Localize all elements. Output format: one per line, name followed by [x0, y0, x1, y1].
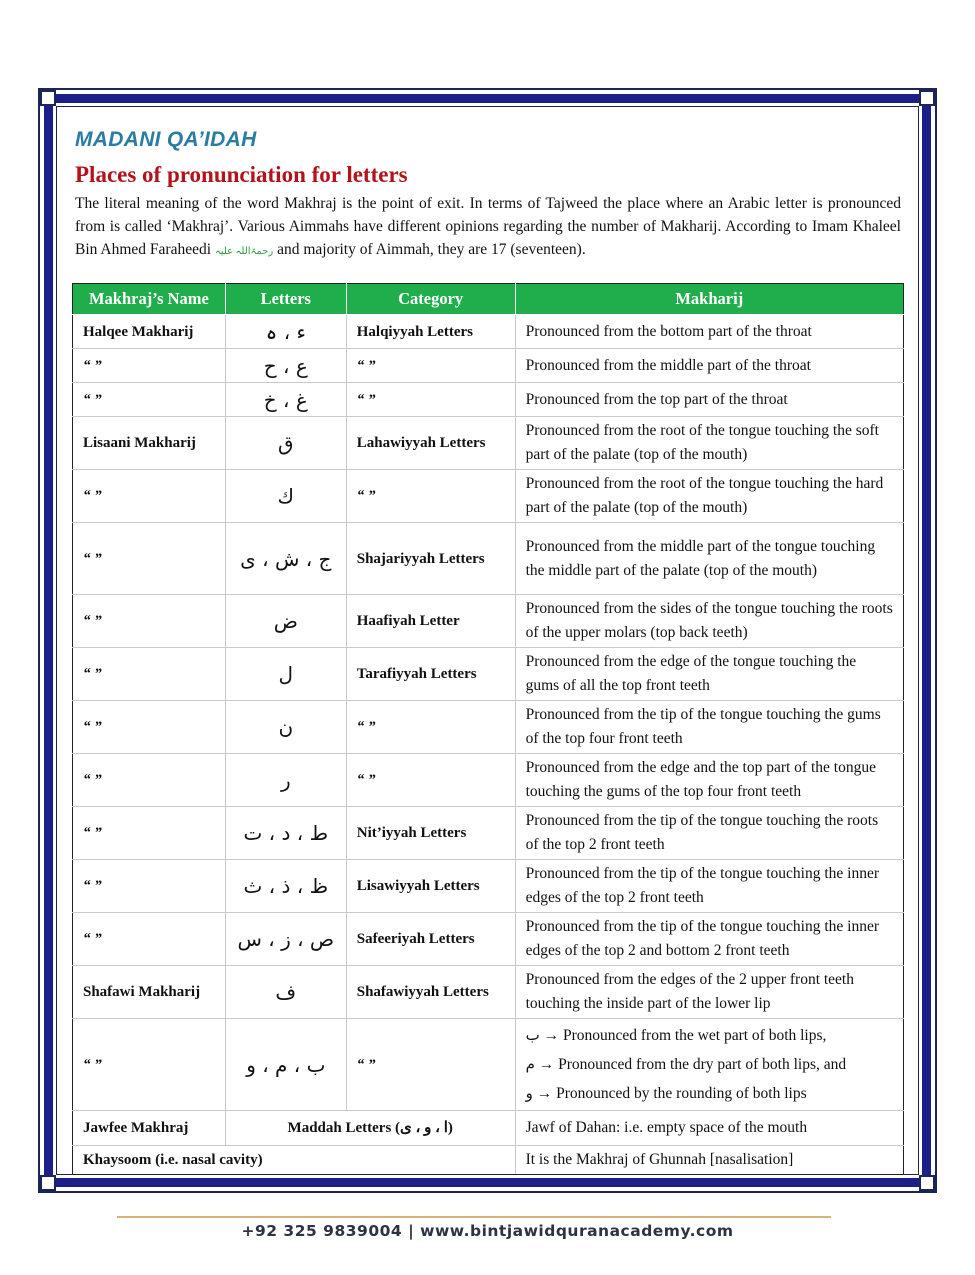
arabic-letter: ب [525, 1026, 540, 1044]
table-row [73, 315, 904, 349]
lip-line [526, 1050, 893, 1079]
table-row-khaysoom [73, 1146, 904, 1175]
arabic-letters: غ ، خ [225, 383, 346, 417]
makhraj-name: “ ” [73, 349, 226, 383]
arabic-letters: ع ، ح [225, 349, 346, 383]
lip-line-text: → Pronounced by the rounding of both lips [536, 1085, 807, 1102]
intro-text-end: and majority of Aimmah, they are 17 (seventeen). [277, 241, 586, 258]
makhraj-name: Khaysoom (i.e. nasal cavity) [73, 1146, 516, 1175]
arabic-letters: ج ، ش ، ی [225, 523, 346, 595]
makhraj-name: “ ” [73, 860, 226, 913]
arabic-letters: ل [225, 648, 346, 701]
table-body [73, 315, 904, 1175]
table-row [73, 523, 904, 595]
makhraj-name: “ ” [73, 807, 226, 860]
arabic-letters: ق [225, 417, 346, 470]
letter-category: Shajariyyah Letters [346, 523, 515, 595]
letter-category: “ ” [346, 1019, 515, 1111]
letter-category: Halqiyyah Letters [346, 315, 515, 349]
column-header-name: Makhraj’s Name [73, 284, 226, 315]
makharij-table [72, 283, 904, 1175]
letter-category: Nit’iyyah Letters [346, 807, 515, 860]
arabic-letters: ك [225, 470, 346, 523]
makhraj-description: Jawf of Dahan: i.e. empty space of the mouth [515, 1111, 903, 1146]
letter-category: Haafiyah Letter [346, 595, 515, 648]
table-row [73, 383, 904, 417]
table-row [73, 913, 904, 966]
border-corner-bottom-right [919, 1175, 935, 1191]
makhraj-name: Jawfee Makhraj [73, 1111, 226, 1146]
arabic-letters: ص ، ز ، س [225, 913, 346, 966]
letter-category: Lisawiyyah Letters [346, 860, 515, 913]
table-row [73, 860, 904, 913]
footer-contact: +92 325 9839004 | www.bintjawidquranacademy.com [241, 1222, 734, 1240]
letter-category: Lahawiyyah Letters [346, 417, 515, 470]
table-row [73, 648, 904, 701]
makhraj-name: Halqee Makharij [73, 315, 226, 349]
table-row [73, 349, 904, 383]
letter-category: “ ” [346, 470, 515, 523]
makhraj-description: Pronounced from the middle part of the throat [515, 349, 903, 383]
lip-line [526, 1021, 893, 1050]
makhraj-description: Pronounced from the root of the tongue touching the soft part of the palate (top of the mouth) [515, 417, 903, 470]
table-row [73, 754, 904, 807]
border-corner-top-left [40, 90, 56, 106]
makhraj-name: “ ” [73, 470, 226, 523]
arabic-letters: ط ، د ، ت [225, 807, 346, 860]
footer-divider [117, 1216, 831, 1218]
maddah-letters: Maddah Letters (ا ، و ، ی) [225, 1111, 515, 1146]
lip-line [526, 1079, 893, 1108]
page-title: Places of pronunciation for letters [75, 162, 408, 187]
letter-category: “ ” [346, 701, 515, 754]
arabic-letters: ض [225, 595, 346, 648]
makhraj-name: “ ” [73, 754, 226, 807]
makhraj-description: Pronounced from the root of the tongue touching the hard part of the palate (top of the mouth) [515, 470, 903, 523]
table-row-jawf [73, 1111, 904, 1146]
letter-category: Tarafiyyah Letters [346, 648, 515, 701]
arabic-letter: و [525, 1084, 533, 1102]
makhraj-name: “ ” [73, 595, 226, 648]
arabic-letters: ن [225, 701, 346, 754]
makhraj-description: It is the Makhraj of Ghunnah [nasalisation] [515, 1146, 903, 1175]
arabic-letters: ف [225, 966, 346, 1019]
border-corner-top-right [919, 90, 935, 106]
brand-title: MADANI QA’IDAH [75, 128, 257, 151]
letter-category: “ ” [346, 754, 515, 807]
table-row [73, 470, 904, 523]
table-row [73, 807, 904, 860]
makhraj-description: Pronounced from the top part of the throat [515, 383, 903, 417]
letter-category: Safeeriyah Letters [346, 913, 515, 966]
table-row [73, 595, 904, 648]
makhraj-description: Pronounced from the tip of the tongue touching the gums of the top four front teeth [515, 701, 903, 754]
makhraj-name: Shafawi Makharij [73, 966, 226, 1019]
column-header-makharij: Makharij [515, 284, 903, 315]
column-header-category: Category [346, 284, 515, 315]
makhraj-description [515, 1019, 903, 1111]
lip-line-text: → Pronounced from the wet part of both lips, [543, 1027, 827, 1044]
page-header [75, 128, 901, 263]
table-row [73, 417, 904, 470]
makhraj-name: Lisaani Makharij [73, 417, 226, 470]
makhraj-description: Pronounced from the tip of the tongue touching the roots of the top 2 front teeth [515, 807, 903, 860]
table-header-row [73, 284, 904, 315]
border-corner-bottom-left [40, 1175, 56, 1191]
makhraj-description: Pronounced from the tip of the tongue touching the inner edges of the top 2 and bottom 2 front teeth [515, 913, 903, 966]
makhraj-description: Pronounced from the edges of the 2 upper front teeth touching the inside part of the lower lip [515, 966, 903, 1019]
table-row [73, 966, 904, 1019]
makhraj-description: Pronounced from the tip of the tongue touching the inner edges of the top 2 front teeth [515, 860, 903, 913]
lip-line-text: → Pronounced from the dry part of both lips, and [538, 1056, 847, 1073]
makhraj-description: Pronounced from the bottom part of the throat [515, 315, 903, 349]
arabic-letters: ر [225, 754, 346, 807]
makhraj-name: “ ” [73, 1019, 226, 1111]
makhraj-name: “ ” [73, 701, 226, 754]
makhraj-name: “ ” [73, 383, 226, 417]
makhraj-name: “ ” [73, 523, 226, 595]
makhraj-name: “ ” [73, 648, 226, 701]
letter-category: “ ” [346, 383, 515, 417]
makhraj-description: Pronounced from the sides of the tongue touching the roots of the upper molars (top back teeth) [515, 595, 903, 648]
makhraj-description: Pronounced from the edge and the top part of the tongue touching the gums of the top four front teeth [515, 754, 903, 807]
column-header-letters: Letters [225, 284, 346, 315]
makhraj-name: “ ” [73, 913, 226, 966]
letter-category: “ ” [346, 349, 515, 383]
makhraj-description: Pronounced from the edge of the tongue touching the gums of all the top front teeth [515, 648, 903, 701]
honorific-text: رحمۃاللہ علیہ [214, 246, 274, 257]
arabic-letter: م [525, 1055, 535, 1073]
letter-category: Shafawiyyah Letters [346, 966, 515, 1019]
arabic-letters: ظ ، ذ ، ث [225, 860, 346, 913]
intro-text: The literal meaning of the word Makhraj is the point of exit. In terms of Tajweed the place where an Arabic letter is pronounced from is called ‘Makhraj’. Various Aimmahs have different opinions regarding the number of Makharij. According to Imam Khaleel Bin Ahmed Faraheedi [75, 195, 901, 258]
arabic-letters: ء ، ہ [225, 315, 346, 349]
intro-paragraph [75, 192, 901, 263]
table-row-lips [73, 1019, 904, 1111]
table-row [73, 701, 904, 754]
arabic-letters: ب ، م ، و [225, 1019, 346, 1111]
makhraj-description: Pronounced from the middle part of the tongue touching the middle part of the palate (top of the mouth) [515, 523, 903, 595]
